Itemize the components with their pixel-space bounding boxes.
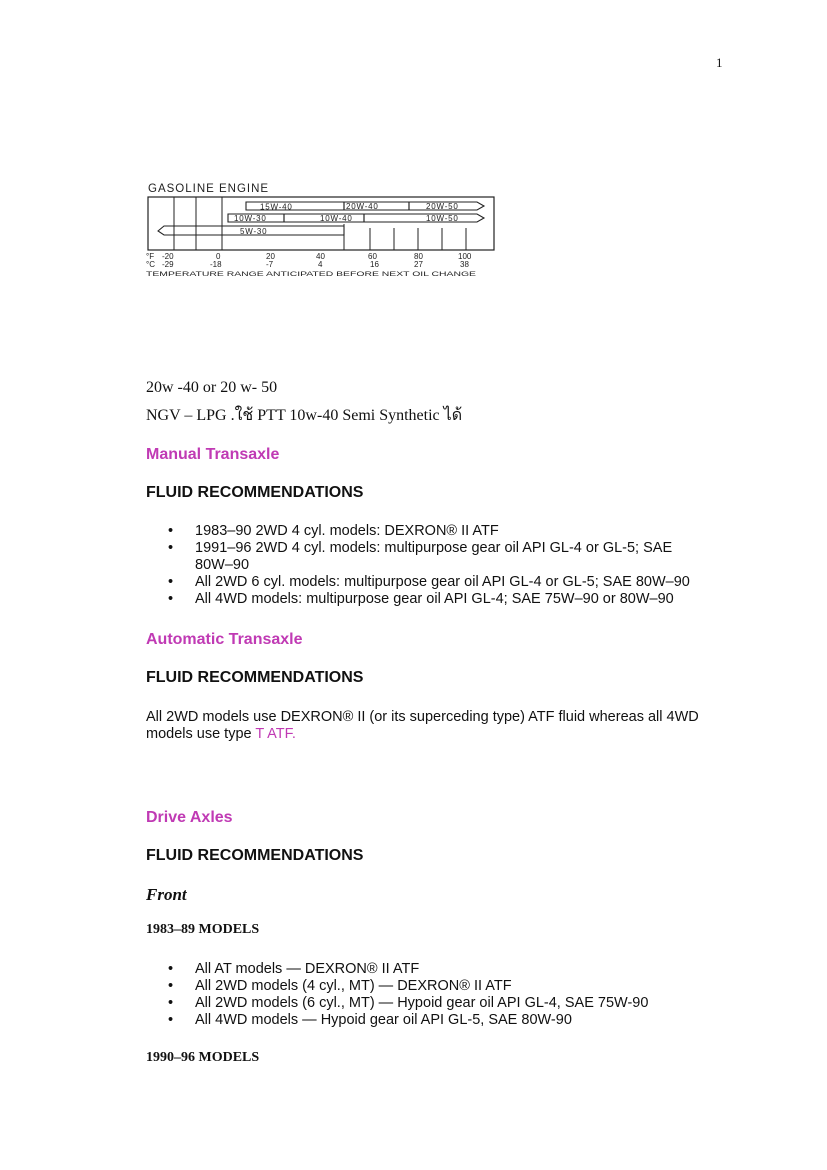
c-tick: 16 (370, 260, 379, 269)
paragraph-text: All 2WD models use DEXRON® II (or its superceding type) ATF fluid whereas all 4WD models use type (146, 709, 699, 742)
list-item: • All 2WD models (6 cyl., MT) — Hypoid gear oil API GL-4, SAE 75W-90 (168, 995, 728, 1012)
models-heading-1983-89: 1983–89 MODELS (146, 922, 260, 937)
fluid-recommendations-heading: FLUID RECOMMENDATIONS (146, 669, 364, 686)
automatic-transaxle-paragraph (146, 709, 706, 743)
list-item: • 1983–90 2WD 4 cyl. models: DEXRON® II ATF (168, 523, 728, 540)
bar-10w50 (364, 214, 484, 222)
list-item: • All 2WD 6 cyl. models: multipurpose gear oil API GL-4 or GL-5; SAE 80W–90 (168, 574, 728, 591)
list-item: • All AT models — DEXRON® II ATF (168, 961, 728, 978)
highlighted-text: T ATF. (255, 726, 296, 742)
chart-title: GASOLINE ENGINE (148, 183, 270, 195)
c-tick: 4 (318, 260, 323, 269)
drive-axles-list (168, 961, 728, 1029)
section-heading-drive-axles: Drive Axles (146, 809, 233, 826)
label-20w50: 20W-50 (426, 202, 459, 211)
f-tick: -20 (162, 252, 174, 261)
f-tick: 40 (316, 252, 325, 261)
f-tick: 80 (414, 252, 423, 261)
label-15w40: 15W-40 (260, 202, 293, 212)
f-unit-label: °F (146, 252, 155, 261)
label-10w50: 10W-50 (426, 214, 459, 223)
section-heading-manual-transaxle: Manual Transaxle (146, 446, 280, 463)
f-tick: 0 (216, 252, 221, 261)
list-item: • 1991–96 2WD 4 cyl. models: multipurpose gear oil API GL-4 or GL-5; SAE 80W–90 (168, 540, 705, 574)
label-10w40: 10W-40 (320, 214, 353, 223)
oil-viscosity-chart (144, 180, 504, 280)
c-tick: -29 (162, 260, 174, 269)
c-tick: -7 (266, 260, 274, 269)
models-heading-1990-96: 1990–96 MODELS (146, 1050, 260, 1065)
page-number: 1 (716, 55, 723, 70)
c-tick: 38 (460, 260, 469, 269)
c-tick: 27 (414, 260, 423, 269)
manual-transaxle-list (168, 523, 728, 608)
list-item: • All 4WD models: multipurpose gear oil API GL-4; SAE 75W–90 or 80W–90 (168, 591, 728, 608)
c-unit-label: °C (146, 260, 155, 269)
chart-caption: TEMPERATURE RANGE ANTICIPATED BEFORE NEXT OIL CHANGE (146, 271, 478, 278)
label-5w30: 5W-30 (240, 227, 268, 236)
fluid-recommendations-heading: FLUID RECOMMENDATIONS (146, 847, 364, 864)
label-20w40: 20W-40 (346, 202, 379, 211)
f-tick: 60 (368, 252, 377, 261)
oil-note-line-2: NGV – LPG .ใช้ PTT 10w-40 Semi Synthetic ได้ (146, 407, 463, 424)
section-heading-automatic-transaxle: Automatic Transaxle (146, 631, 303, 648)
oil-note-line-1: 20w -40 or 20 w- 50 (146, 379, 278, 396)
fluid-recommendations-heading: FLUID RECOMMENDATIONS (146, 484, 364, 501)
front-subheading: Front (146, 885, 187, 904)
list-item: • All 4WD models — Hypoid gear oil API GL-5, SAE 80W-90 (168, 1012, 728, 1029)
label-10w30: 10W-30 (234, 214, 267, 223)
list-item: • All 2WD models (4 cyl., MT) — DEXRON® II ATF (168, 978, 728, 995)
f-tick: 20 (266, 252, 275, 261)
f-tick: 100 (458, 252, 472, 261)
c-tick: -18 (210, 260, 222, 269)
